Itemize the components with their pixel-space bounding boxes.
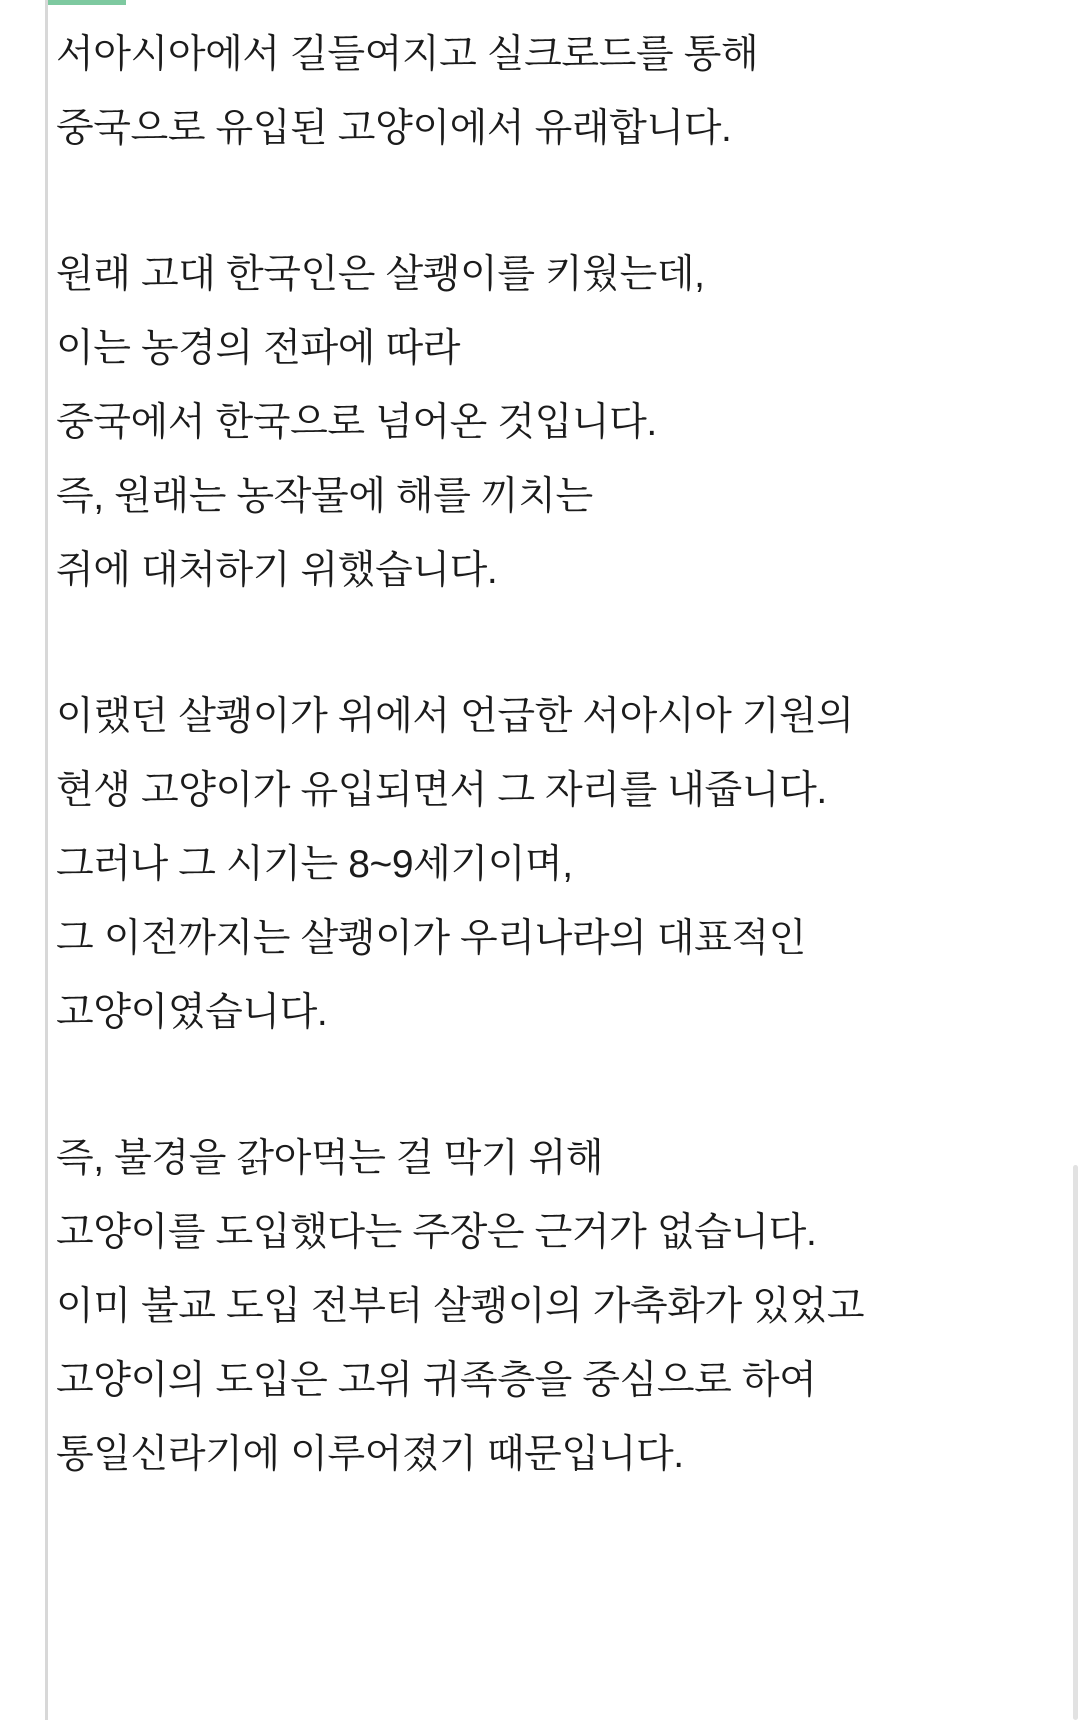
paragraph-1 — [56, 18, 1016, 166]
text-line: 이는 농경의 전파에 따라 — [56, 327, 461, 370]
scrollbar-track[interactable] — [1072, 0, 1080, 1720]
text-line: 쥐에 대처하기 위했습니다. — [56, 549, 498, 592]
quote-left-rule — [45, 0, 48, 1720]
text-line: 고양이를 도입했다는 주장은 근거가 없습니다. — [56, 1211, 817, 1254]
text-line: 이랬던 살쾡이가 위에서 언급한 서아시아 기원의 — [56, 695, 854, 738]
text-line: 고양이의 도입은 고위 귀족층을 중심으로 하여 — [56, 1359, 817, 1402]
scrollbar-thumb[interactable] — [1073, 1165, 1078, 1720]
text-line: 즉, 불경을 갉아먹는 걸 막기 위해 — [56, 1137, 604, 1180]
text-line: 이미 불교 도입 전부터 살쾡이의 가축화가 있었고 — [56, 1285, 865, 1328]
text-line: 통일신라기에 이루어졌기 때문입니다. — [56, 1433, 684, 1476]
document-body — [56, 0, 1016, 1492]
text-line: 현생 고양이가 유입되면서 그 자리를 내줍니다. — [56, 769, 827, 812]
text-line: 원래 고대 한국인은 살쾡이를 키웠는데, — [56, 253, 705, 296]
text-line: 즉, 원래는 농작물에 해를 끼치는 — [56, 475, 593, 518]
text-line: 그러나 그 시기는 8~9세기이며, — [56, 843, 573, 886]
text-line: 고양이였습니다. — [56, 991, 328, 1034]
paragraph-4 — [56, 1122, 1016, 1492]
text-line: 서아시아에서 길들여지고 실크로드를 통해 — [56, 33, 759, 76]
text-line: 중국으로 유입된 고양이에서 유래합니다. — [56, 107, 732, 150]
paragraph-3 — [56, 680, 1016, 1050]
text-line: 중국에서 한국으로 넘어온 것입니다. — [56, 401, 657, 444]
paragraph-2 — [56, 238, 1016, 608]
text-line: 그 이전까지는 살쾡이가 우리나라의 대표적인 — [56, 917, 806, 960]
